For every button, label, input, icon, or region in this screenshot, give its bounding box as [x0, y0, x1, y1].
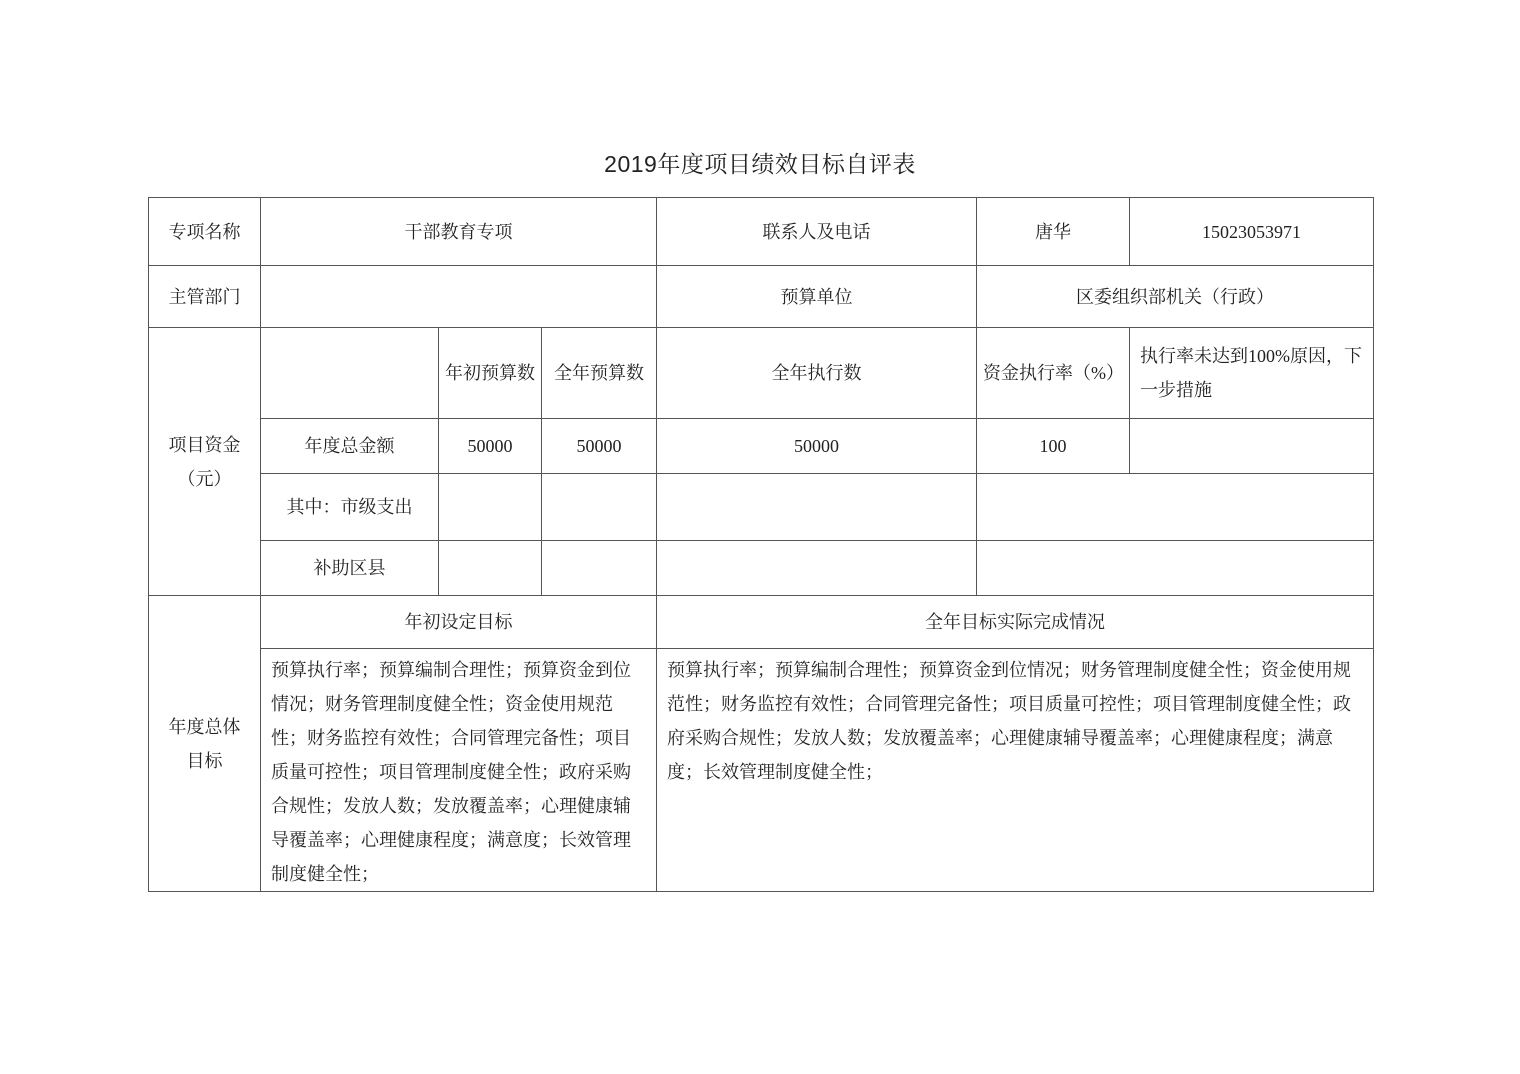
- initial-budget-value: [439, 474, 542, 541]
- dept-value: [261, 266, 657, 328]
- contact-phone: 15023053971: [1130, 198, 1374, 266]
- budget-unit-value: 区委组织部机关（行政）: [977, 266, 1374, 328]
- budget-unit-label: 预算单位: [657, 266, 977, 328]
- table-row: [149, 649, 1374, 892]
- initial-goals-text: 预算执行率；预算编制合理性；预算资金到位情况；财务管理制度健全性；资金使用规范性；财务监控有效性；合同管理完备性；项目质量可控性；项目管理制度健全性；政府采购合规性；发放人数；发放覆盖率；心理健康辅导覆盖率；心理健康程度；满意度；长效管理制度健全性；: [261, 649, 657, 892]
- table-row: [149, 328, 1374, 419]
- table-row: [149, 474, 1374, 541]
- full-year-budget-value: [542, 474, 657, 541]
- table-row: [149, 419, 1374, 474]
- table-row: [149, 541, 1374, 596]
- table-row: [149, 596, 1374, 649]
- project-name-label: 专项名称: [149, 198, 261, 266]
- initial-budget-value: 50000: [439, 419, 542, 474]
- funds-label: 项目资金（元）: [149, 328, 261, 596]
- actual-goals-text: 预算执行率；预算编制合理性；预算资金到位情况；财务管理制度健全性；资金使用规范性；财务监控有效性；合同管理完备性；项目质量可控性；项目管理制度健全性；政府采购合规性；发放人数；发放覆盖率；心理健康辅导覆盖率；心理健康程度；满意度；长效管理制度健全性；: [657, 649, 1374, 892]
- funds-row-label: 其中：市级支出: [261, 474, 439, 541]
- executed-value: 50000: [657, 419, 977, 474]
- full-year-budget-value: 50000: [542, 419, 657, 474]
- initial-budget-value: [439, 541, 542, 596]
- table-row: [149, 198, 1374, 266]
- header-executed: 全年执行数: [657, 328, 977, 419]
- rate-value: 100: [977, 419, 1130, 474]
- initial-goals-header: 年初设定目标: [261, 596, 657, 649]
- reason-value: [1130, 419, 1374, 474]
- empty-cell: [261, 328, 439, 419]
- header-full-year-budget: 全年预算数: [542, 328, 657, 419]
- header-reason: 执行率未达到100%原因，下一步措施: [1130, 328, 1374, 419]
- contact-label: 联系人及电话: [657, 198, 977, 266]
- actual-goals-header: 全年目标实际完成情况: [657, 596, 1374, 649]
- rate-value: [977, 541, 1374, 596]
- contact-name: 唐华: [977, 198, 1130, 266]
- executed-value: [657, 474, 977, 541]
- page-title: 2019年度项目绩效目标自评表: [604, 151, 916, 177]
- funds-row-label: 年度总金额: [261, 419, 439, 474]
- goals-label: 年度总体目标: [149, 596, 261, 892]
- funds-row-label: 补助区县: [261, 541, 439, 596]
- dept-label: 主管部门: [149, 266, 261, 328]
- executed-value: [657, 541, 977, 596]
- full-year-budget-value: [542, 541, 657, 596]
- header-rate: 资金执行率（%）: [977, 328, 1130, 419]
- table-row: [149, 266, 1374, 328]
- self-evaluation-table: [148, 197, 1374, 892]
- rate-value: [977, 474, 1374, 541]
- project-name-value: 干部教育专项: [261, 198, 657, 266]
- header-initial-budget: 年初预算数: [439, 328, 542, 419]
